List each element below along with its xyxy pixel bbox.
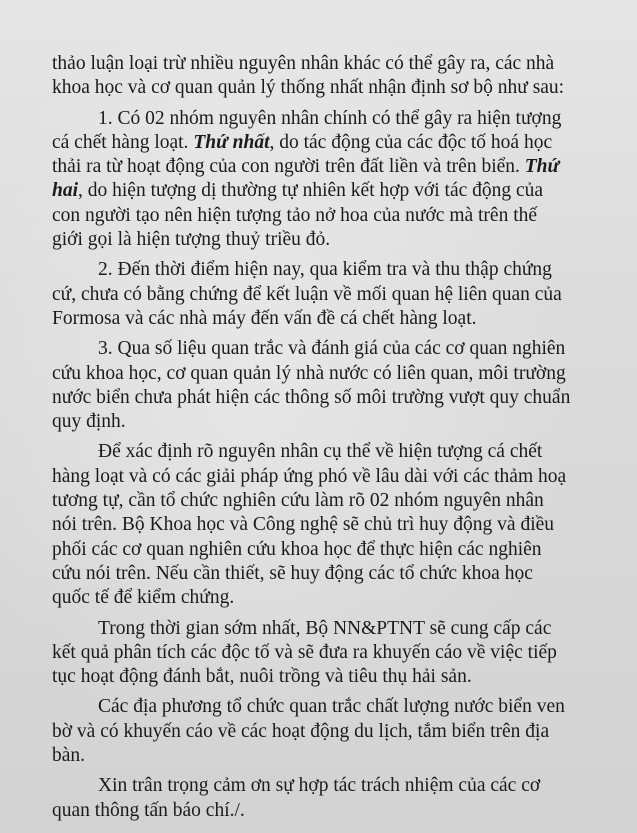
- paragraph-cause-2: [52, 258, 601, 331]
- text-line: bàn.: [52, 745, 86, 767]
- text-line: Trong thời gian sớm nhất, Bộ NN&PTNT sẽ cung cấp các: [98, 617, 552, 639]
- paragraph-intro: [52, 52, 601, 101]
- text-line: 2. Đến thời điểm hiện nay, qua kiểm tra và thu thập chứng: [98, 259, 552, 281]
- text-line: nước biển chưa phát hiện các thông số môi trường vượt quy chuẩn: [52, 386, 571, 408]
- text-line: bờ và có khuyến cáo về các hoạt động du lịch, tắm biển trên địa: [52, 720, 550, 742]
- paragraph-cause-3: [52, 337, 601, 434]
- text-line: Các địa phương tổ chức quan trắc chất lượng nước biển ven: [98, 696, 565, 718]
- text-line: hàng loạt và có các giải pháp ứng phó về lâu dài với các thảm hoạ: [52, 465, 567, 487]
- text-line: phối các cơ quan nghiên cứu khoa học để thực hiện các nghiên: [52, 538, 542, 560]
- text-line: cứ, chưa có bằng chứng để kết luận về mối quan hệ liên quan của: [52, 283, 562, 305]
- text-run: , do hiện tượng dị thường tự nhiên kết hợp với tác động của: [78, 180, 544, 202]
- text-line: nói trên. Bộ Khoa học và Công nghệ sẽ chủ trì huy động và điều: [52, 514, 555, 536]
- paragraph-cause-1: [52, 107, 601, 253]
- text-line: kết quả phân tích các độc tố và sẽ đưa ra khuyến cáo về việc tiếp: [52, 641, 557, 663]
- emphasis-second: Thứ: [524, 156, 560, 178]
- text-line: [52, 179, 601, 203]
- text-line: quy định.: [52, 411, 126, 433]
- text-line: Xin trân trọng cảm ơn sự hợp tác trách nhiệm của các cơ: [98, 775, 541, 797]
- text-line: cứu nói trên. Nếu cần thiết, sẽ huy động các tổ chức khoa học: [52, 562, 533, 584]
- text-line: [52, 155, 601, 179]
- paragraph-ministry: [52, 617, 601, 690]
- emphasis-second-cont: hai: [52, 180, 79, 202]
- text-line: khoa học và cơ quan quản lý thống nhất nhận định sơ bộ như sau:: [52, 77, 565, 99]
- text-line: Formosa và các nhà máy đến vấn đề cá chết hàng loạt.: [52, 307, 477, 329]
- paragraph-localities: [52, 695, 601, 768]
- text-run: thải ra từ hoạt động của con người trên đất liền và trên biển.: [52, 156, 525, 178]
- text-run: , do tác động của các độc tố hoá học: [269, 131, 553, 153]
- text-line: 3. Qua số liệu quan trắc và đánh giá của các cơ quan nghiên: [98, 338, 566, 360]
- paragraph-research: [52, 440, 601, 610]
- paragraph-closing: [52, 774, 601, 823]
- text-line: quan thông tấn báo chí./.: [52, 799, 245, 821]
- text-line: quốc tế để kiểm chứng.: [52, 587, 235, 609]
- text-line: [52, 131, 601, 155]
- text-line: tương tự, cần tổ chức nghiên cứu làm rõ 02 nhóm nguyên nhân: [52, 490, 544, 512]
- text-line: con người tạo nên hiện tượng tảo nở hoa của nước mà trên thế: [52, 204, 538, 226]
- text-run: cá chết hàng loạt.: [52, 131, 194, 153]
- emphasis-first: Thứ nhất: [193, 131, 270, 153]
- text-line: thảo luận loại trừ nhiều nguyên nhân khác có thể gây ra, các nhà: [52, 53, 555, 74]
- text-line: tục hoạt động đánh bắt, nuôi trồng và tiêu thụ hải sản.: [52, 666, 472, 688]
- text-line: 1. Có 02 nhóm nguyên nhân chính có thể gây ra hiện tượng: [98, 107, 562, 129]
- text-line: Để xác định rõ nguyên nhân cụ thể về hiện tượng cá chết: [98, 441, 543, 463]
- text-line: cứu khoa học, cơ quan quản lý nhà nước có liên quan, môi trường: [52, 362, 566, 384]
- text-line: giới gọi là hiện tượng thuỷ triều đỏ.: [52, 229, 331, 251]
